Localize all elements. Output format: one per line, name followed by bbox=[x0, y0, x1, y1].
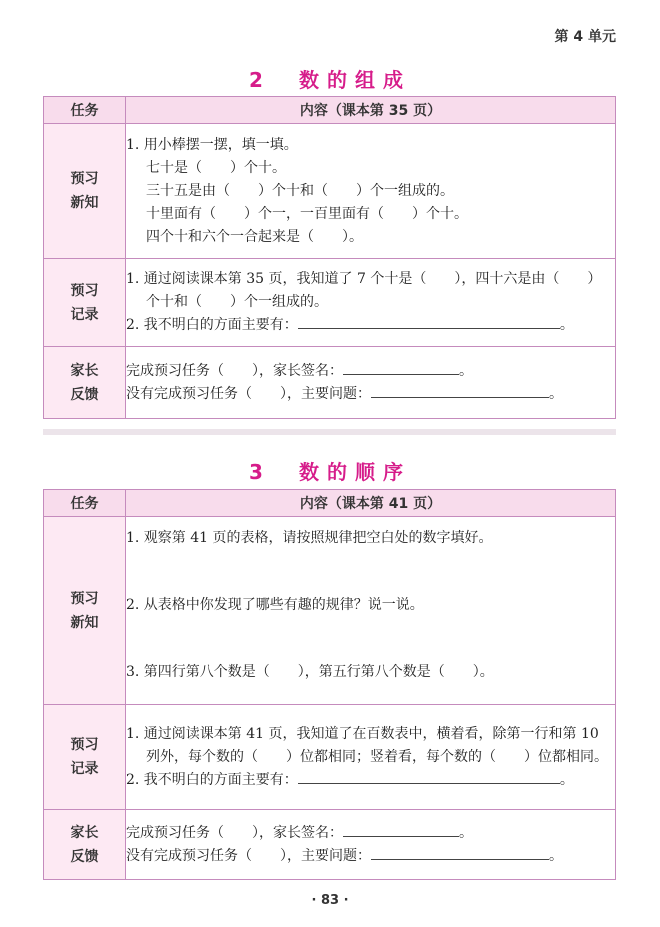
record-item-unclear: 2. 我不明白的方面主要有： 。 bbox=[126, 317, 574, 333]
preview-line: 四个十和六个一合起来是（ ）。 bbox=[146, 228, 363, 245]
col-task-header: 任务 bbox=[44, 490, 126, 517]
section2-table bbox=[43, 489, 616, 880]
answer-blank[interactable] bbox=[298, 316, 560, 329]
question-2: 2. 从表格中你发现了哪些有趣的规律？说一说。 bbox=[126, 597, 424, 613]
preview-label: 预习 新知 bbox=[44, 124, 126, 259]
problem-blank[interactable] bbox=[371, 847, 549, 860]
feedback-label: 家长 反馈 bbox=[44, 347, 126, 419]
unit-label: 第 4 单元 bbox=[554, 29, 616, 45]
feedback-content bbox=[126, 347, 616, 419]
record-label: 预习 记录 bbox=[44, 259, 126, 347]
feedback-line-problem: 没有完成预习任务（ ），主要问题： 。 bbox=[126, 847, 563, 864]
preview-line: 七十是（ ）个十。 bbox=[146, 159, 286, 176]
preview-line: 十里面有（ ）个一，一百里面有（ ）个十。 bbox=[146, 205, 468, 222]
feedback-line-problem: 没有完成预习任务（ ），主要问题： 。 bbox=[126, 385, 563, 402]
record-item: 1. 通过阅读课本第 35 页，我知道了 7 个十是（ ），四十六是由（ ）个十和（ ）个一组成的。 bbox=[126, 271, 602, 310]
record-item-unclear: 2. 我不明白的方面主要有： 。 bbox=[126, 771, 574, 788]
page-number: · 83 · bbox=[311, 893, 349, 908]
col-task-header: 任务 bbox=[44, 97, 126, 124]
feedback-line-signature: 完成预习任务（ ），家长签名： 。 bbox=[126, 824, 473, 841]
section1-table bbox=[43, 96, 616, 419]
record-content bbox=[126, 259, 616, 347]
feedback-line-signature: 完成预习任务（ ），家长签名： 。 bbox=[126, 362, 473, 379]
feedback-content bbox=[126, 810, 616, 880]
signature-blank[interactable] bbox=[343, 824, 459, 837]
feedback-label: 家长 反馈 bbox=[44, 810, 126, 880]
question-3: 3. 第四行第八个数是（ ），第五行第八个数是（ ）。 bbox=[126, 664, 494, 680]
preview-label: 预习 新知 bbox=[44, 517, 126, 705]
preview-line: 三十五是由（ ）个十和（ ）个一组成的。 bbox=[146, 182, 454, 199]
preview-content bbox=[126, 517, 616, 705]
col-content-header: 内容（课本第 41 页） bbox=[126, 490, 616, 517]
section-divider bbox=[43, 429, 616, 435]
record-item: 1. 通过阅读课本第 41 页，我知道了在百数表中，横着看，除第一行和第 10 列外，每个数的（ ）位都相同；竖着看，每个数的（ ）位都相同。 bbox=[126, 725, 608, 765]
signature-blank[interactable] bbox=[343, 362, 459, 375]
answer-blank[interactable] bbox=[298, 771, 560, 784]
section2-title: 3 数的顺序 bbox=[249, 460, 411, 484]
problem-blank[interactable] bbox=[371, 385, 549, 398]
preview-line: 1. 用小棒摆一摆，填一填。 bbox=[126, 136, 298, 153]
col-content-header: 内容（课本第 35 页） bbox=[126, 97, 616, 124]
section1-title: 2 数的组成 bbox=[249, 68, 411, 92]
preview-content bbox=[126, 124, 616, 259]
question-1: 1. 观察第 41 页的表格，请按照规律把空白处的数字填好。 bbox=[126, 530, 493, 546]
record-label: 预习 记录 bbox=[44, 705, 126, 810]
record-content bbox=[126, 705, 616, 810]
